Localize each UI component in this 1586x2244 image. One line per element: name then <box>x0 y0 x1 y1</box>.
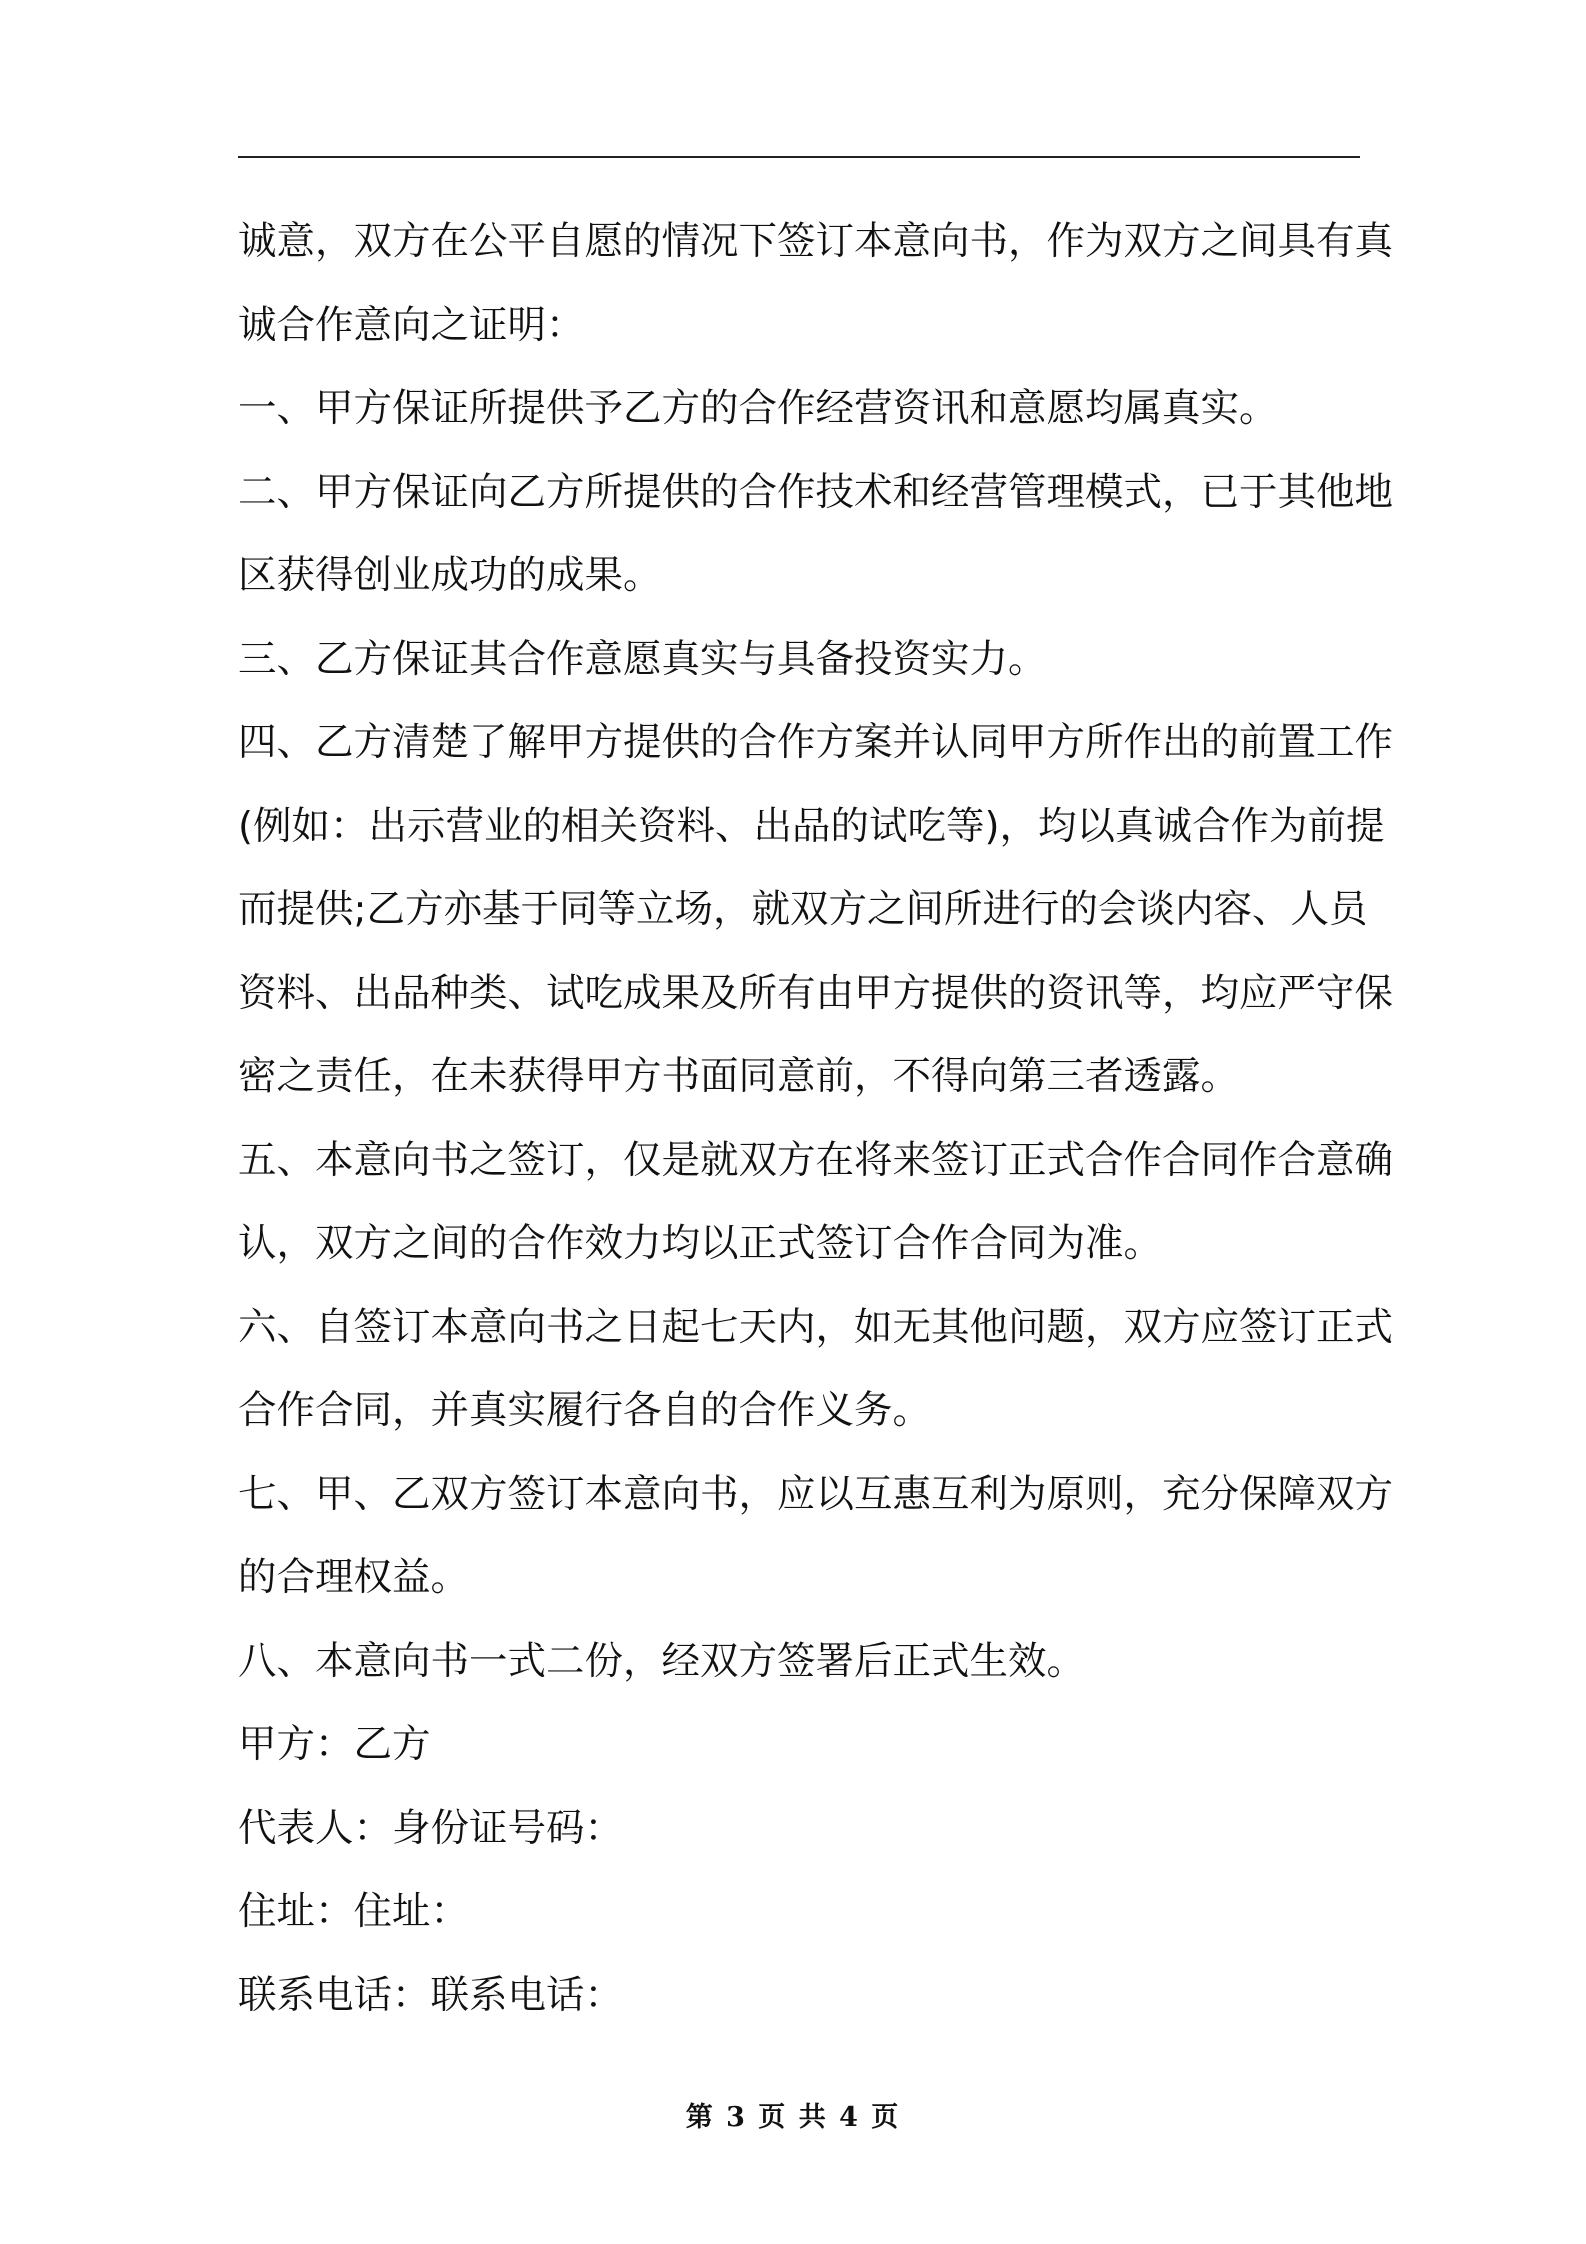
text-line: 资料、出品种类、试吃成果及所有由甲方提供的资讯等，均应严守保 <box>238 970 1394 1016</box>
clause-4: 四、乙方清楚了解甲方提供的合作方案并认同甲方所作出的前置工作 <box>238 720 1394 765</box>
text-line: 诚合作意向之证明： <box>238 302 585 348</box>
text-line: 合作合同，并真实履行各自的合作义务。 <box>238 1388 932 1433</box>
text-line: 的合理权益。 <box>238 1555 470 1600</box>
representative-id: 代表人：身份证号码： <box>238 1805 624 1851</box>
text-line: 诚意，双方在公平自愿的情况下签订本意向书，作为双方之间具有真 <box>238 219 1394 264</box>
text-line: 而提供;乙方亦基于同等立场，就双方之间所进行的会谈内容、人员 <box>238 887 1368 932</box>
address: 住址：住址： <box>238 1889 470 1934</box>
header-divider <box>238 156 1360 158</box>
contact-phone: 联系电话：联系电话： <box>238 1972 624 2018</box>
clause-3: 三、乙方保证其合作意愿真实与具备投资实力。 <box>238 636 1047 682</box>
party-names: 甲方：乙方 <box>238 1722 431 1767</box>
clause-6: 六、自签订本意向书之日起七天内，如无其他问题，双方应签订正式 <box>238 1304 1394 1350</box>
clause-5: 五、本意向书之签订，仅是就双方在将来签订正式合作合同作合意确 <box>238 1137 1394 1183</box>
clause-2: 二、甲方保证向乙方所提供的合作技术和经营管理模式，已于其他地 <box>238 469 1394 515</box>
clause-8: 八、本意向书一式二份，经双方签署后正式生效。 <box>238 1638 1086 1684</box>
text-line: 区获得创业成功的成果。 <box>238 553 662 598</box>
clause-1: 一、甲方保证所提供予乙方的合作经营资讯和意愿均属真实。 <box>238 386 1278 431</box>
page-number: 第 3 页 共 4 页 <box>685 2102 901 2133</box>
text-line: 认，双方之间的合作效力均以正式签订合作合同为准。 <box>238 1221 1163 1266</box>
text-line: (例如：出示营业的相关资料、出品的试吃等)，均以真诚合作为前提 <box>238 803 1385 849</box>
clause-7: 七、甲、乙双方签订本意向书，应以互惠互利为原则，充分保障双方 <box>238 1471 1394 1517</box>
text-line: 密之责任，在未获得甲方书面同意前，不得向第三者透露。 <box>238 1054 1240 1099</box>
document-body <box>238 200 1394 2037</box>
